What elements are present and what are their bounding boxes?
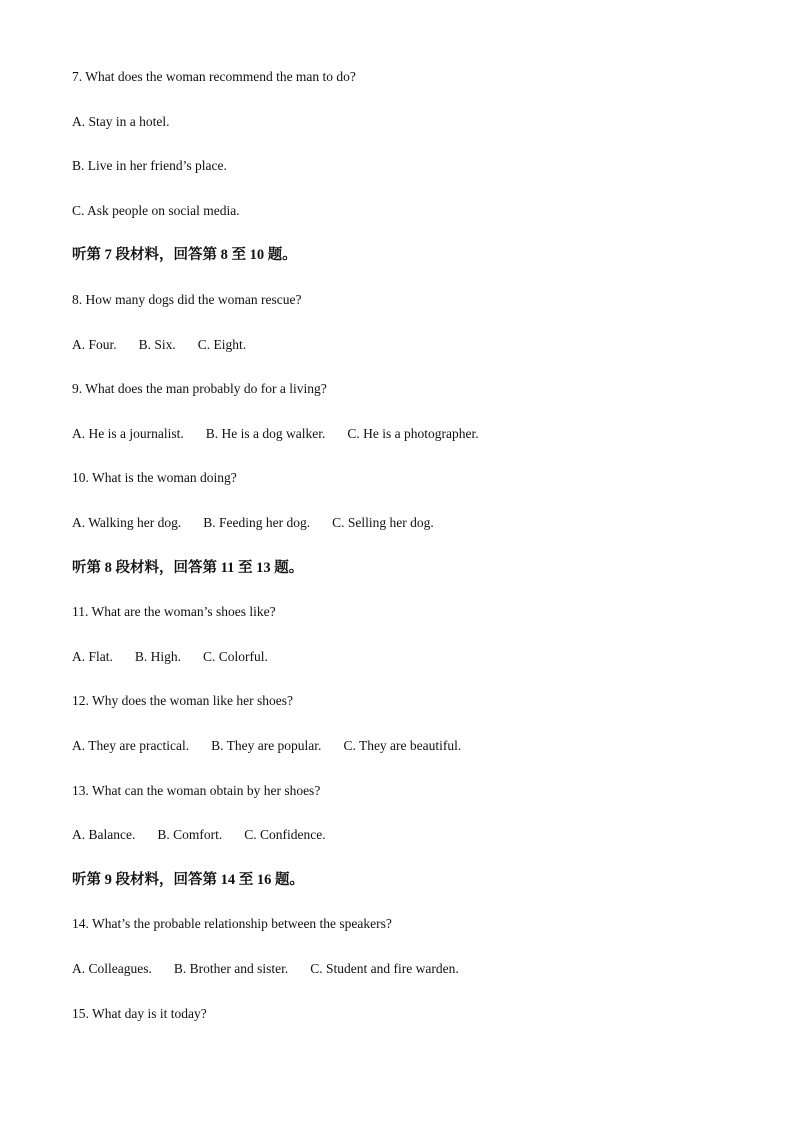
- question-text: 9. What does the man probably do for a living?: [72, 381, 327, 396]
- answer-option: B. They are popular.: [211, 738, 322, 753]
- section-heading: 听第 9 段材料，回答第 14 至 16 题。: [72, 872, 304, 888]
- question-text: 14. What’s the probable relationship between the speakers?: [72, 916, 392, 931]
- answer-option: B. High.: [134, 649, 182, 664]
- answer-option: B. Six.: [138, 337, 176, 352]
- answer-options: [72, 960, 459, 978]
- answer-option: B. Feeding her dog.: [203, 515, 311, 530]
- answer-option: A. Walking her dog.: [72, 515, 182, 530]
- question-text: 11. What are the woman’s shoes like?: [72, 604, 276, 619]
- question-text: 10. What is the woman doing?: [72, 470, 237, 485]
- answer-option: B. Live in her friend’s place.: [72, 158, 227, 173]
- answer-options: [72, 514, 434, 532]
- question-text: 12. Why does the woman like her shoes?: [72, 693, 293, 708]
- answer-option: A. He is a journalist.: [72, 426, 184, 441]
- answer-option: C. He is a photographer.: [347, 426, 479, 441]
- question-text: 7. What does the woman recommend the man to do?: [72, 69, 356, 84]
- section-heading: 听第 7 段材料，回答第 8 至 10 题。: [72, 247, 297, 263]
- answer-options: [72, 202, 240, 220]
- answer-option: C. Ask people on social media.: [72, 203, 240, 218]
- answer-option: C. Eight.: [197, 337, 247, 352]
- answer-option: C. They are beautiful.: [343, 738, 462, 753]
- answer-options: [72, 425, 479, 443]
- answer-option: A. Four.: [72, 337, 117, 352]
- answer-options: [72, 826, 326, 844]
- answer-option: B. He is a dog walker.: [205, 426, 326, 441]
- answer-options: [72, 157, 227, 175]
- answer-option: C. Colorful.: [203, 649, 268, 664]
- answer-option: A. Flat.: [72, 649, 113, 664]
- answer-option: B. Comfort.: [157, 827, 223, 842]
- answer-options: [72, 113, 170, 131]
- answer-options: [72, 648, 268, 666]
- answer-option: C. Selling her dog.: [332, 515, 434, 530]
- answer-option: C. Student and fire warden.: [310, 961, 459, 976]
- question-text: 8. How many dogs did the woman rescue?: [72, 292, 302, 307]
- answer-option: B. Brother and sister.: [173, 961, 289, 976]
- answer-option: A. Colleagues.: [72, 961, 152, 976]
- answer-option: A. They are practical.: [72, 738, 190, 753]
- answer-option: A. Stay in a hotel.: [72, 114, 170, 129]
- question-text: 13. What can the woman obtain by her shoes?: [72, 783, 321, 798]
- answer-options: [72, 336, 246, 354]
- section-heading: 听第 8 段材料，回答第 11 至 13 题。: [72, 560, 304, 576]
- answer-options: [72, 737, 461, 755]
- answer-option: C. Confidence.: [244, 827, 326, 842]
- answer-option: A. Balance.: [72, 827, 136, 842]
- question-text: 15. What day is it today?: [72, 1006, 207, 1021]
